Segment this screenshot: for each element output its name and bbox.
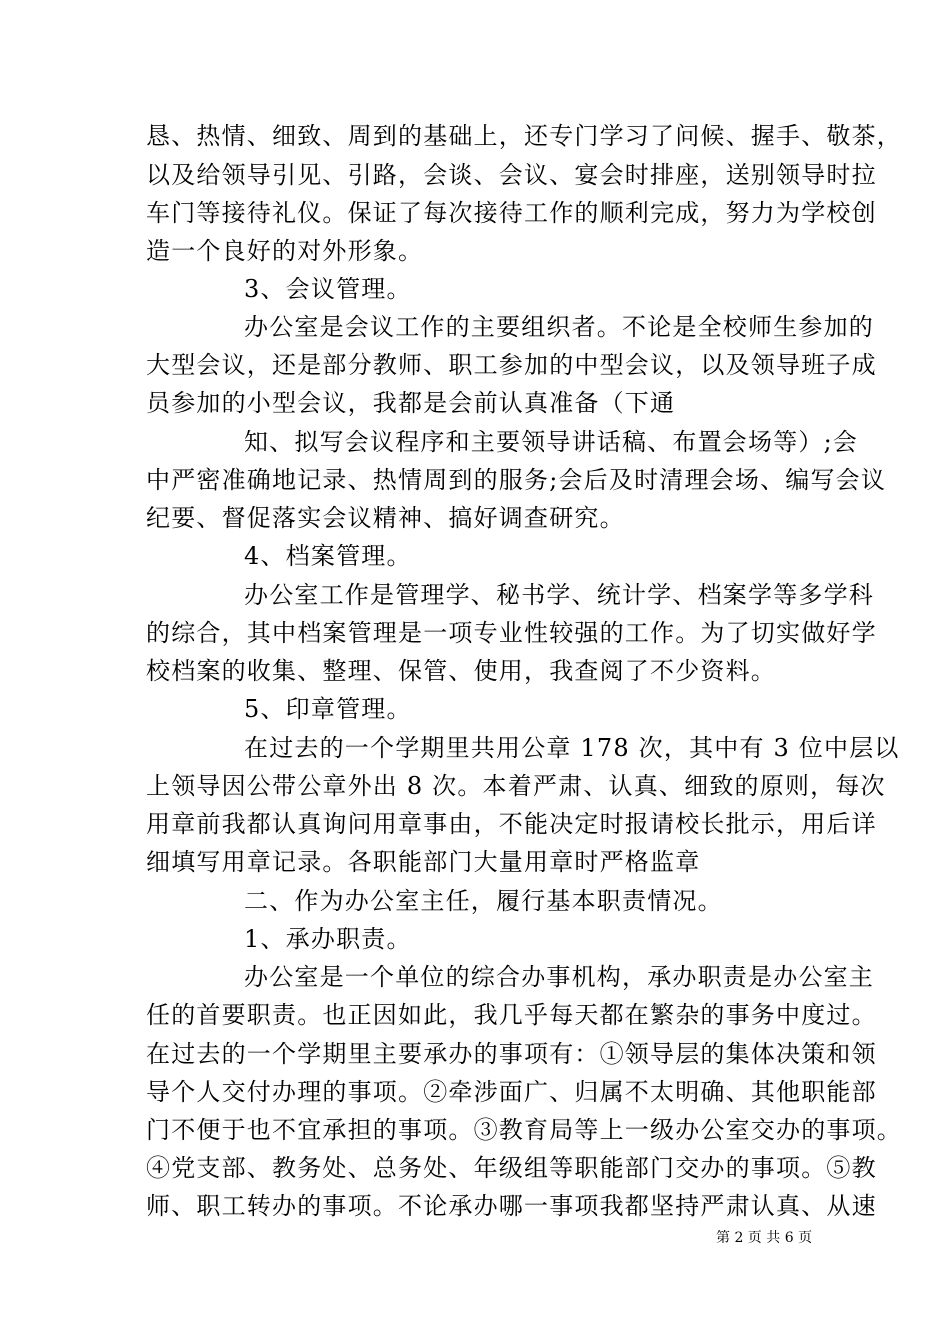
body-text-line: ④党支部、教务处、总务处、年级组等职能部门交办的事项。⑤教 xyxy=(146,1154,877,1182)
body-text-line: 员参加的小型会议，我都是会前认真准备（下通 xyxy=(146,389,676,417)
section-heading: 3、会议管理。 xyxy=(244,275,412,303)
section-heading: 二、作为办公室主任，履行基本职责情况。 xyxy=(244,887,723,915)
body-text-line: 师、职工转办的事项。不论承办哪一事项我都坚持严肃认真、从速 xyxy=(146,1192,877,1220)
body-text-line: 在过去的一个学期里主要承办的事项有：①领导层的集体决策和领 xyxy=(146,1040,877,1068)
body-text-line: 校档案的收集、整理、保管、使用，我查阅了不少资料。 xyxy=(146,657,776,685)
body-text-line: 恳、热情、细致、周到的基础上，还专门学习了问候、握手、敬茶， xyxy=(146,122,902,150)
body-text-line: 知、拟写会议程序和主要领导讲话稿、布置会场等）;会 xyxy=(244,428,859,456)
body-text-line: 上领导因公带公章外出 8 次。本着严肃、认真、细致的原则，每次 xyxy=(146,772,886,800)
body-text-line: 在过去的一个学期里共用公章 178 次，其中有 3 位中层以 xyxy=(244,734,900,762)
body-text-line: 细填写用章记录。各职能部门大量用章时严格监章 xyxy=(146,848,701,876)
body-text-line: 中严密准确地记录、热情周到的服务;会后及时清理会场、编写会议 xyxy=(146,466,887,494)
body-text-line: 大型会议，还是部分教师、职工参加的中型会议，以及领导班子成 xyxy=(146,351,877,379)
body-text-line: 办公室是一个单位的综合办事机构，承办职责是办公室主 xyxy=(244,963,874,991)
body-text-line: 任的首要职责。也正因如此，我几乎每天都在繁杂的事务中度过。 xyxy=(146,1001,877,1029)
body-text-line: 的综合，其中档案管理是一项专业性较强的工作。为了切实做好学 xyxy=(146,619,877,647)
body-text-line: 以及给领导引见、引路，会谈、会议、宴会时排座，送别领导时拉 xyxy=(146,161,877,189)
body-text-line: 办公室是会议工作的主要组织者。不论是全校师生参加的 xyxy=(244,313,874,341)
section-heading: 4、档案管理。 xyxy=(244,542,412,570)
body-text-line: 造一个良好的对外形象。 xyxy=(146,237,424,265)
section-heading: 5、印章管理。 xyxy=(244,695,412,723)
body-text-line: 导个人交付办理的事项。②牵涉面广、归属不太明确、其他职能部 xyxy=(146,1078,877,1106)
body-text-line: 纪要、督促落实会议精神、搞好调查研究。 xyxy=(146,504,625,532)
section-heading: 1、承办职责。 xyxy=(244,925,412,953)
body-text-line: 办公室工作是管理学、秘书学、统计学、档案学等多学科 xyxy=(244,581,874,609)
body-text-line: 用章前我都认真询问用章事由，不能决定时报请校长批示，用后详 xyxy=(146,810,877,838)
body-text-line: 车门等接待礼仪。保证了每次接待工作的顺利完成，努力为学校创 xyxy=(146,199,877,227)
body-text-line: 门不便于也不宜承担的事项。③教育局等上一级办公室交办的事项。 xyxy=(146,1116,902,1144)
page-number: 第 2 页 共 6 页 xyxy=(716,1230,813,1246)
